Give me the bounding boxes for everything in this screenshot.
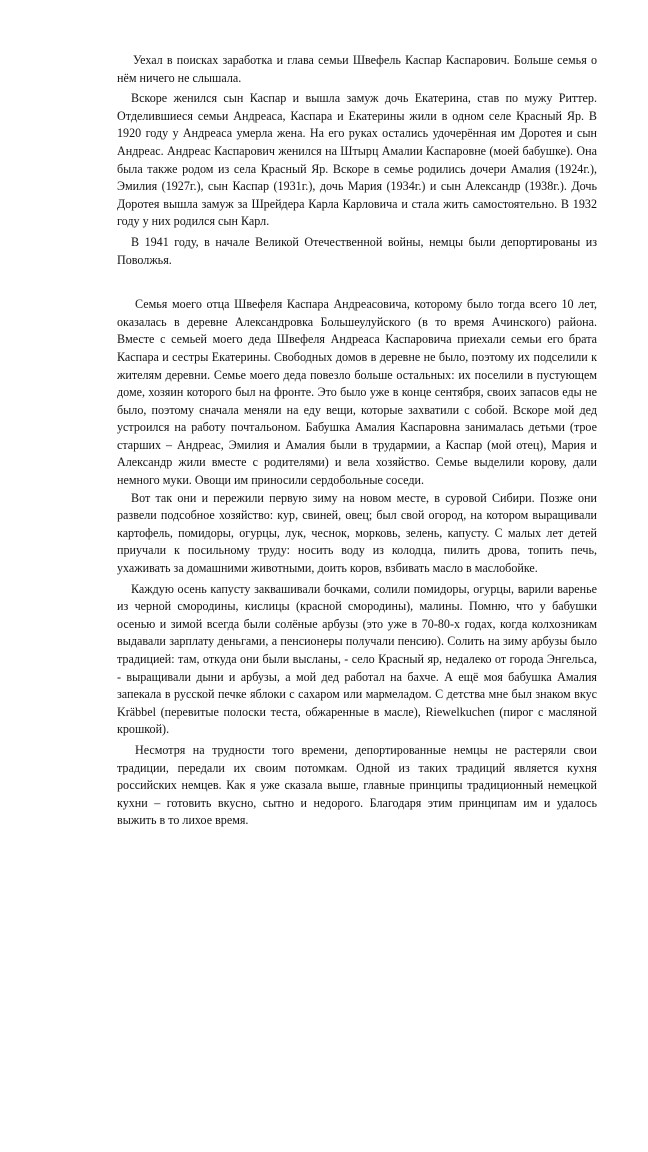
paragraph-1: Уехал в поисках заработка и глава семьи Швефель Каспар Каспарович. Больше семья о нём ничего не слышала. xyxy=(117,53,597,85)
paragraph-3: В 1941 году, в начале Великой Отечественной войны, немцы были депортированы из Поволжья. xyxy=(117,234,597,267)
paragraph-4: Семья моего отца Швефеля Каспара Андреасовича, которому было тогда всего 10 лет, оказалась в деревне Александровка Большеулуйского (в то время Ачинского) района. Вместе с семьей моего деда Швефеля Андреаса Каспаровича приехали семьи его брата Каспара и сестры Екатерины. Свободных домов в деревне не было, поэтому их подселили к жителям деревни. Семье моего деда повезло больше остальных: их поселили в пустующем доме, хозяин которого был на фронте. Это было уже в конце сентября, своих запасов еды не было, поэтому сначала меняли на еду вещи, которые захватили с собой. Вскоре мой дед устроился на работу почтальоном. Бабушка Амалия Каспаровна занималась детьми (трое старших – Андреас, Эмилия и Амалия были в трудармии, а Каспар (мой отец), Мария и Александр жили вместе с родителями) и вела хозяйство. Семье выделили корову, дали немного муки. Овощи им приносили сердобольные соседи. xyxy=(117,297,597,488)
paragraph-2: Вскоре женился сын Каспар и вышла замуж дочь Екатерина, став по мужу Риттер. Отделившиеся семьи Андреаса, Каспара и Екатерины жили в одном селе Красный Яр. В 1920 году у Андреаса умерла жена. На его руках остались удочерённая им Доротея и сын Андреас. Андреас Каспарович женился на Штырц Амалии Каспаровне (моей бабушке). Она была также родом из села Красный Яр. Вскоре в семье родились дочери Амалия (1924г.), Эмилия (1927г.), сын Каспар (1931г.), дочь Мария (1934г.) и сын Александр (1938г.). Дочь Доротея вышла замуж за Шрейдера Карла Карловича и стала жить самостоятельно. В 1932 году у них родился сын Карл. xyxy=(117,91,597,229)
paragraph-5: Вот так они и пережили первую зиму на новом месте, в суровой Сибири. Позже они развели подсобное хозяйство: кур, свиней, овец; был свой огород, на котором выращивали картофель, помидоры, огурцы, лук, чеснок, морковь, зелень, капусту. С малых лет детей приучали к посильному труду: носить воду из колодца, пилить дрова, топить печь, ухаживать за домашними животными, доить коров, взбивать масло в маслобойке. xyxy=(117,490,597,576)
document-page xyxy=(117,52,597,830)
paragraph-6: Каждую осень капусту заквашивали бочками, солили помидоры, огурцы, варили варенье из черной смородины, кислицы (красной смородины), малины. Помню, что у бабушки осенью и зимой всегда были солёные арбузы (это уже в 70-80-х годах, когда колхозникам выдавали зарплату деньгами, а пенсионеры получали пенсию). Солить на зиму арбузы было традицией: там, откуда они были высланы, - село Красный яр, недалеко от города Энгельса, - выращивали дыни и арбузы, а мой дед работал на бахче. А ещё моя бабушка Амалия запекала в русской печке яблоки с сахаром или мармеладом. С детства мне был знаком вкус Kräbbel (перевитые полоски теста, обжаренные в масле), Riewelkuchen (пирог с масляной крошкой). xyxy=(117,581,597,737)
paragraph-7: Несмотря на трудности того времени, депортированные немцы не растеряли свои традиции, передали их своим потомкам. Одной из таких традиций является кухня российских немцев. Как я уже сказала выше, главные принципы традиционный немецкой кухни – готовить вкусно, сытно и недорого. Благодаря этим принципам им и удалось выжить в то лихое время. xyxy=(117,742,597,828)
